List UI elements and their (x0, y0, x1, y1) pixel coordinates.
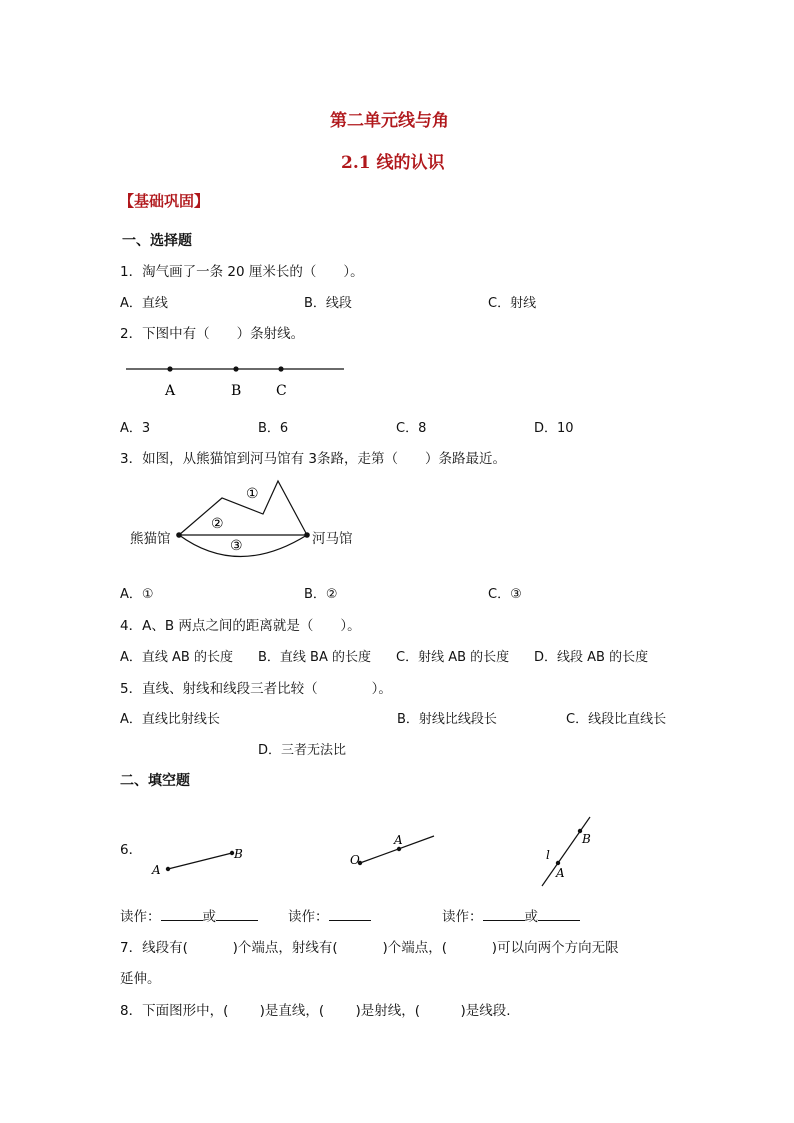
line-label-a: A (556, 866, 565, 880)
question-8: 8．下面图形中，( )是直线，( )是射线，( )是线段. (120, 1003, 511, 1019)
q2-option-d: D．10 (534, 421, 574, 436)
point-c-label: C (276, 383, 287, 398)
q5-option-b: B．射线比线段长 (397, 712, 497, 727)
segment-label-a: A (152, 863, 161, 877)
question-7-line1: 7．线段有( )个端点，射线有( )个端点，( )可以向两个方向无限 (120, 940, 619, 956)
q5-option-c: C．线段比直线长 (566, 712, 667, 727)
segment-label-b: B (234, 847, 243, 861)
q1-option-a: A．直线 (120, 296, 168, 311)
answer-blank[interactable] (161, 908, 203, 921)
q1-option-b: B．线段 (304, 296, 352, 311)
question-2: 2．下图中有（ ）条射线。 (120, 326, 305, 342)
q6-answer-1 (120, 905, 258, 925)
route-3-label: ③ (230, 538, 243, 554)
q1-option-c: C．射线 (488, 296, 537, 311)
answer-blank[interactable] (216, 908, 258, 921)
read-as-label-3: 读作： (442, 909, 483, 925)
panda-house-dot (176, 532, 182, 538)
q4-option-d: D．线段 AB 的长度 (534, 650, 649, 665)
read-as-label-2: 读作： (288, 909, 329, 925)
panda-house-label: 熊猫馆 (130, 531, 171, 547)
answer-blank[interactable] (483, 908, 525, 921)
q6-answer-3 (442, 905, 580, 925)
section-header: 【基础巩固】 (119, 192, 210, 210)
hippo-house-label: 河马馆 (312, 531, 353, 547)
route-1-label: ① (246, 486, 259, 502)
question-1: 1．淘气画了一条 20 厘米长的（ ）。 (120, 264, 364, 280)
q3-option-b: B．② (304, 587, 338, 602)
point-c-dot (278, 366, 283, 371)
q5-option-d: D．三者无法比 (258, 743, 347, 758)
point-a-label: A (165, 383, 176, 398)
q2-option-b: B．6 (258, 421, 289, 436)
question-7-line2: 延伸。 (120, 971, 161, 987)
question-3: 3．如图，从熊猫馆到河马馆有 3条路，走第（ ）条路最近。 (120, 451, 506, 467)
hippo-house-dot (304, 532, 310, 538)
question-4: 4．A、B 两点之间的距离就是（ ）。 (120, 618, 361, 634)
point-b-label: B (231, 383, 242, 398)
q4-option-c: C．射线 AB 的长度 (396, 650, 510, 665)
line-label-b: B (582, 832, 591, 846)
point-a-dot (167, 366, 172, 371)
question-5: 5．直线、射线和线段三者比较（ ）。 (120, 681, 392, 697)
q6-figure-line (538, 814, 598, 888)
ray-point-a (397, 847, 401, 851)
line-label-l: l (546, 848, 550, 862)
part1-title: 一、选择题 (122, 233, 192, 249)
q6-figure-segment (148, 842, 248, 880)
unit-title: 第二单元线与角 (330, 111, 449, 131)
line-point-a (556, 861, 560, 865)
q3-option-a: A．① (120, 587, 154, 602)
q2-option-a: A．3 (120, 421, 151, 436)
q4-option-b: B．直线 BA 的长度 (258, 650, 371, 665)
answer-blank[interactable] (329, 908, 371, 921)
segment-point-a (166, 867, 170, 871)
ray-label-a: A (394, 833, 403, 847)
q4-option-a: A．直线 AB 的长度 (120, 650, 233, 665)
q2-line-figure (120, 356, 360, 398)
part2-title: 二、填空题 (120, 773, 190, 789)
q3-option-c: C．③ (488, 587, 522, 602)
ray-label-o: O (350, 853, 360, 867)
segment-ab-line (168, 853, 232, 869)
or-text-1: 或 (202, 909, 216, 925)
q5-option-a: A．直线比射线长 (120, 712, 220, 727)
route-2-label: ② (211, 516, 224, 532)
point-b-dot (233, 366, 238, 371)
answer-blank[interactable] (538, 908, 580, 921)
question-6-number: 6． (120, 842, 143, 858)
route-3-path (179, 535, 307, 557)
q2-option-c: C．8 (396, 421, 427, 436)
or-text-3: 或 (524, 909, 538, 925)
lesson-title: 2.1 线的认识 (341, 153, 445, 173)
read-as-label-1: 读作： (120, 909, 161, 925)
route-1-path (179, 481, 307, 535)
q6-answer-2 (288, 905, 371, 925)
q6-figure-ray (348, 830, 438, 870)
